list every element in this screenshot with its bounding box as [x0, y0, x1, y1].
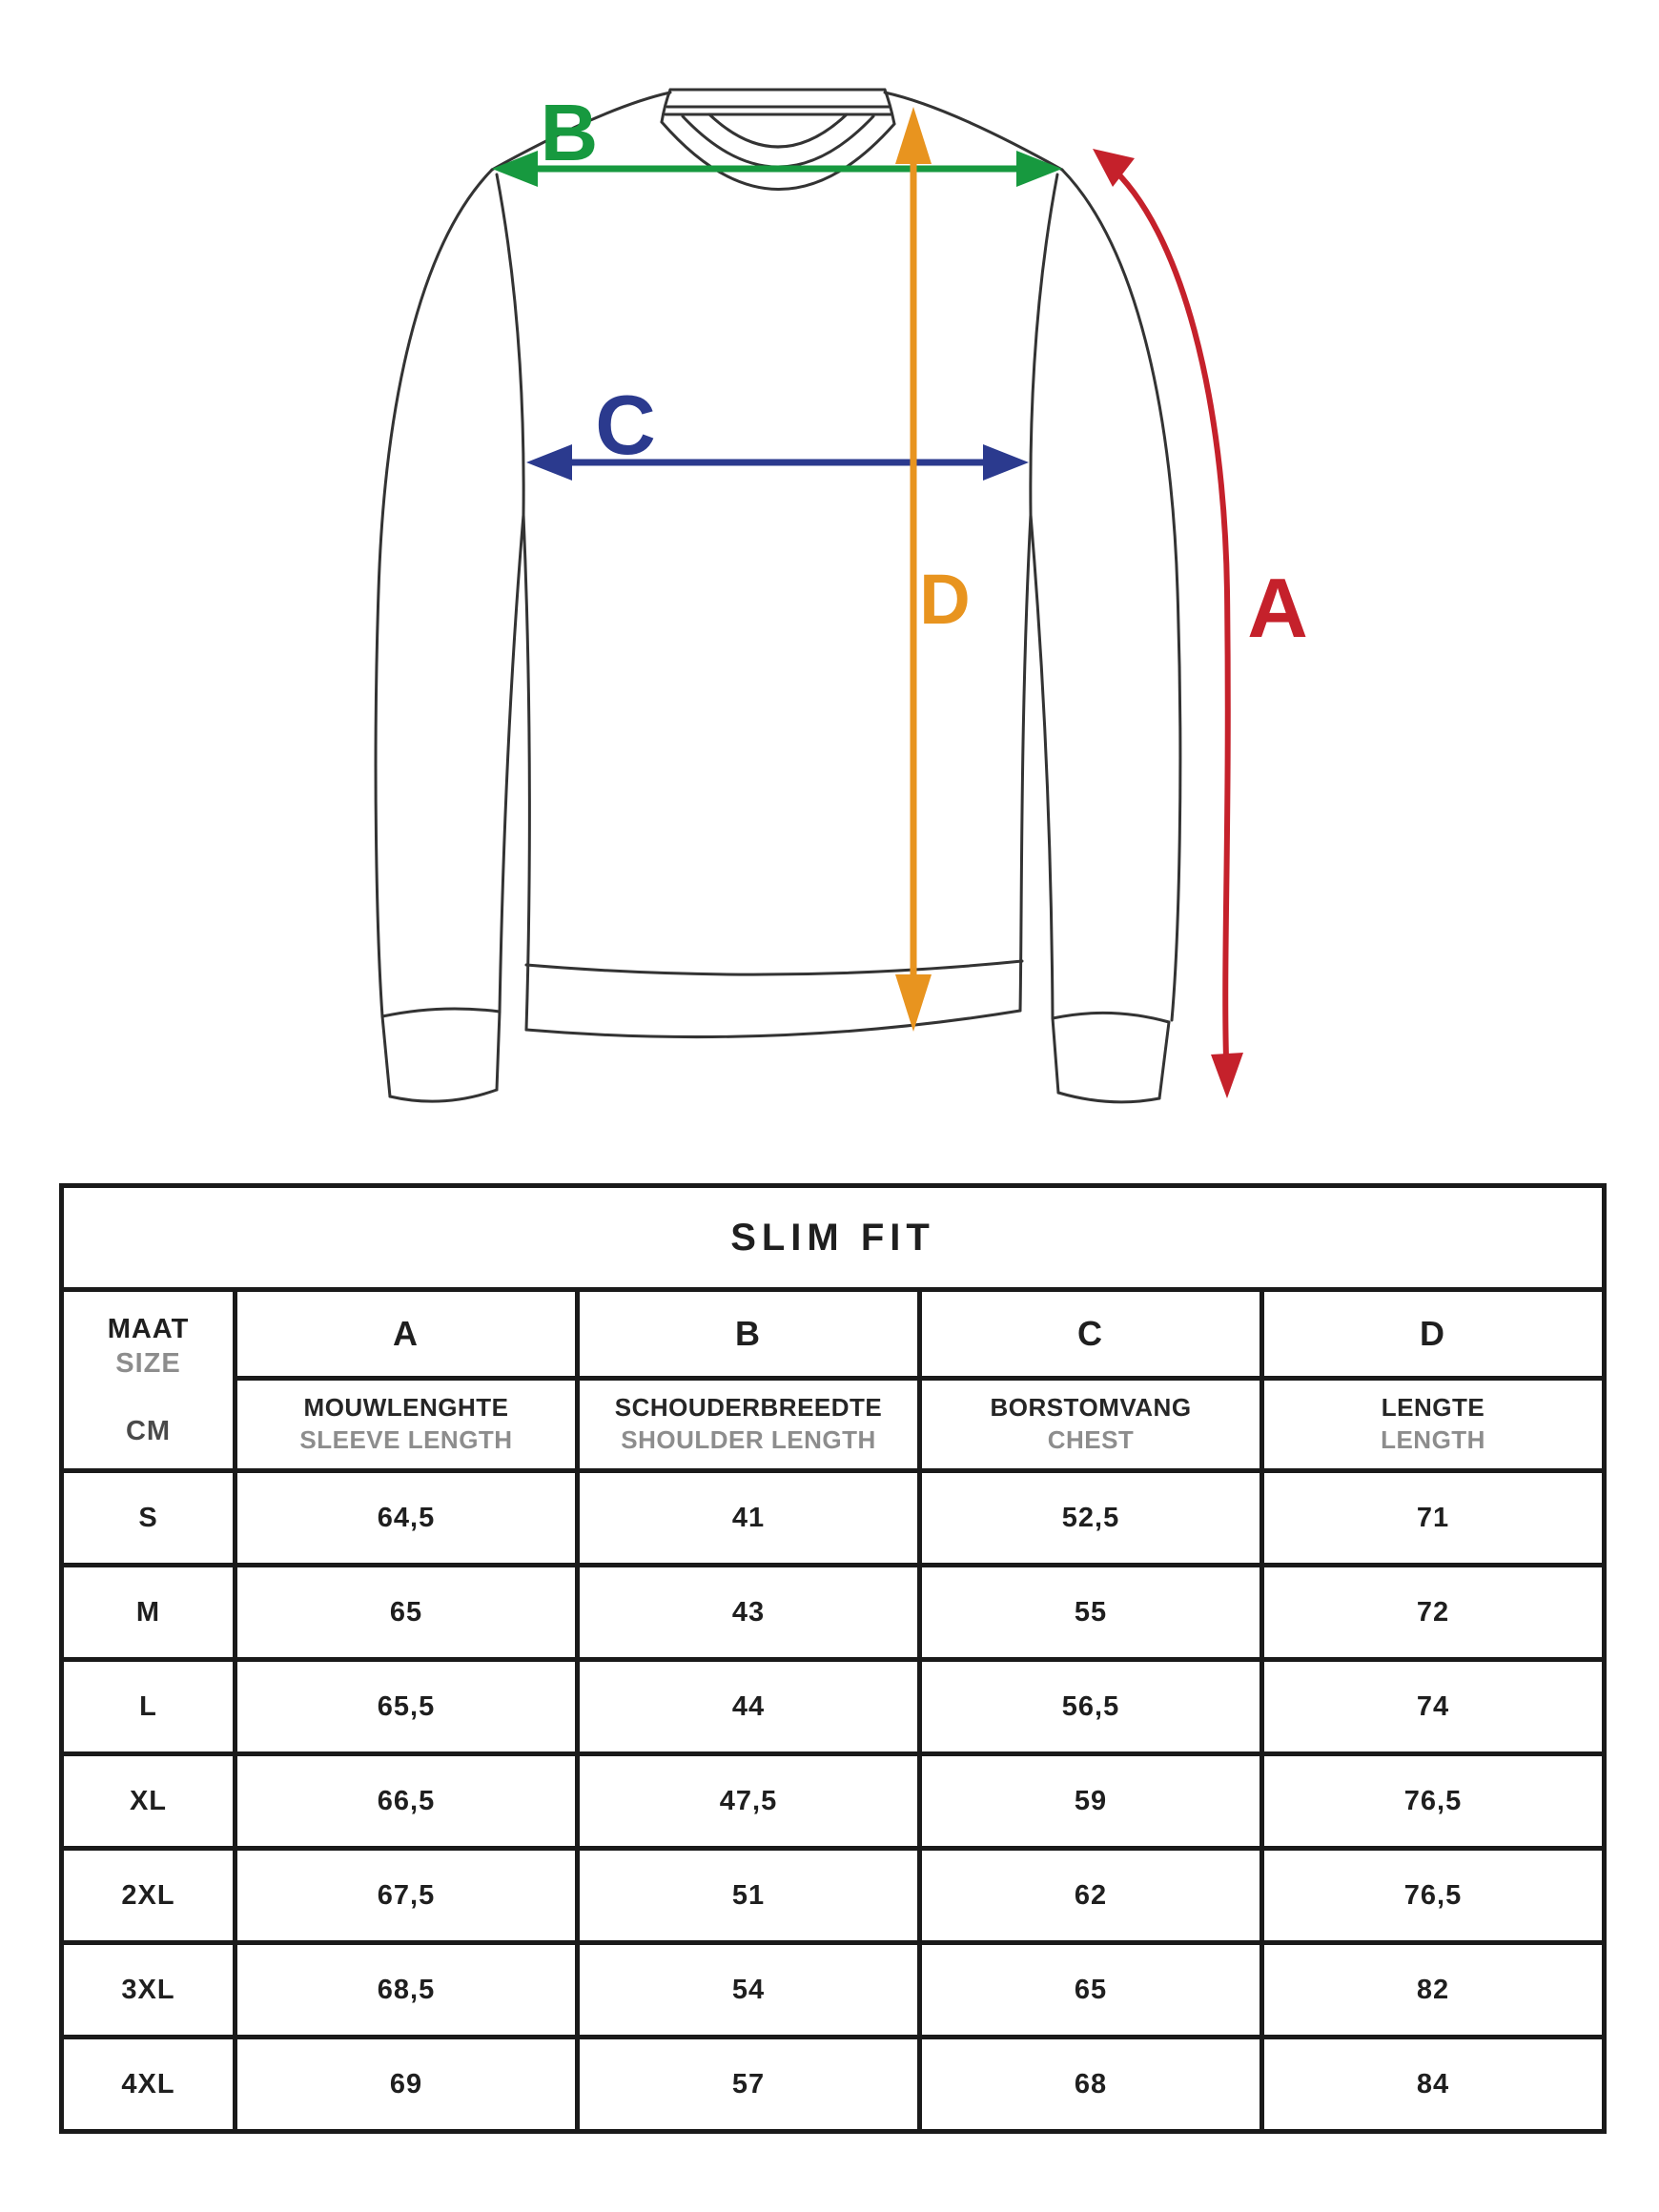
column-name-d — [1262, 1379, 1605, 1471]
table-letter-row — [62, 1290, 1605, 1379]
value-cell: 64,5 — [236, 1471, 578, 1566]
column-name-c-nl: BORSTOMVANG — [990, 1393, 1192, 1423]
value-cell: 55 — [920, 1566, 1262, 1660]
size-header-nl: MAAT — [107, 1314, 190, 1345]
value-cell: 47,5 — [578, 1754, 920, 1849]
table-title-row — [62, 1186, 1605, 1290]
column-name-a — [236, 1379, 578, 1471]
size-header-cell — [62, 1290, 236, 1471]
right-armhole-seam — [1031, 174, 1057, 515]
value-cell: 74 — [1262, 1660, 1605, 1754]
left-sleeve-inner — [500, 515, 523, 1012]
value-cell: 56,5 — [920, 1660, 1262, 1754]
left-body-side — [523, 515, 529, 1030]
right-sleeve-inner — [1031, 515, 1053, 1018]
column-name-b — [578, 1379, 920, 1471]
value-cell: 65 — [236, 1566, 578, 1660]
column-letter-d: D — [1262, 1290, 1605, 1379]
table-row-4xl — [62, 2038, 1605, 2132]
column-letter-c: C — [920, 1290, 1262, 1379]
value-cell: 62 — [920, 1849, 1262, 1943]
arrow-a-sleeve — [1093, 149, 1243, 1098]
column-name-d-en: LENGTH — [1381, 1425, 1485, 1454]
value-cell: 54 — [578, 1943, 920, 2038]
value-cell: 72 — [1262, 1566, 1605, 1660]
column-name-a-nl: MOUWLENGHTE — [303, 1393, 509, 1423]
value-cell: 65 — [920, 1943, 1262, 2038]
size-label: XL — [62, 1754, 236, 1849]
table-row-xl — [62, 1754, 1605, 1849]
value-cell: 51 — [578, 1849, 920, 1943]
right-sleeve-outer — [1062, 170, 1180, 1020]
value-cell: 76,5 — [1262, 1754, 1605, 1849]
size-label: M — [62, 1566, 236, 1660]
column-name-c — [920, 1379, 1262, 1471]
size-chart-table — [59, 1183, 1607, 2134]
hem-band-bottom — [526, 1011, 1020, 1037]
column-name-a-en: SLEEVE LENGTH — [299, 1425, 513, 1454]
size-header-en: SIZE — [115, 1348, 181, 1380]
table-row-m — [62, 1566, 1605, 1660]
value-cell: 44 — [578, 1660, 920, 1754]
column-name-c-en: CHEST — [1047, 1425, 1135, 1454]
value-cell: 65,5 — [236, 1660, 578, 1754]
value-cell: 76,5 — [1262, 1849, 1605, 1943]
value-cell: 69 — [236, 2038, 578, 2132]
size-label: 2XL — [62, 1849, 236, 1943]
neckline-outer — [662, 122, 894, 190]
left-sleeve-outer — [376, 170, 492, 1016]
size-label: S — [62, 1471, 236, 1566]
label-d: D — [919, 560, 971, 639]
value-cell: 71 — [1262, 1471, 1605, 1566]
table-row-s — [62, 1471, 1605, 1566]
size-label: 4XL — [62, 2038, 236, 2132]
value-cell: 43 — [578, 1566, 920, 1660]
column-name-d-nl: LENGTE — [1381, 1393, 1485, 1423]
value-cell: 59 — [920, 1754, 1262, 1849]
column-letter-b: B — [578, 1290, 920, 1379]
size-header-unit: CM — [125, 1415, 172, 1446]
neckline-inner — [683, 116, 873, 167]
left-armhole-seam — [497, 174, 523, 515]
value-cell: 57 — [578, 2038, 920, 2132]
label-b: B — [540, 88, 599, 177]
value-cell: 67,5 — [236, 1849, 578, 1943]
label-a: A — [1247, 561, 1308, 655]
value-cell: 68,5 — [236, 1943, 578, 2038]
size-label: L — [62, 1660, 236, 1754]
column-name-b-nl: SCHOUDERBREEDTE — [614, 1393, 883, 1423]
table-title: SLIM FIT — [62, 1186, 1605, 1290]
value-cell: 66,5 — [236, 1754, 578, 1849]
hem-band-top — [526, 961, 1022, 974]
column-name-b-en: SHOULDER LENGTH — [621, 1425, 876, 1454]
right-body-side — [1020, 515, 1031, 1011]
sweater-outline — [376, 90, 1180, 1102]
value-cell: 84 — [1262, 2038, 1605, 2132]
column-letter-a: A — [236, 1290, 578, 1379]
size-label: 3XL — [62, 1943, 236, 2038]
value-cell: 52,5 — [920, 1471, 1262, 1566]
table-name-row — [62, 1379, 1605, 1471]
value-cell: 68 — [920, 2038, 1262, 2132]
table-row-3xl — [62, 1943, 1605, 2038]
value-cell: 41 — [578, 1471, 920, 1566]
table-row-l — [62, 1660, 1605, 1754]
table-row-2xl — [62, 1849, 1605, 1943]
label-c: C — [595, 378, 656, 472]
value-cell: 82 — [1262, 1943, 1605, 2038]
